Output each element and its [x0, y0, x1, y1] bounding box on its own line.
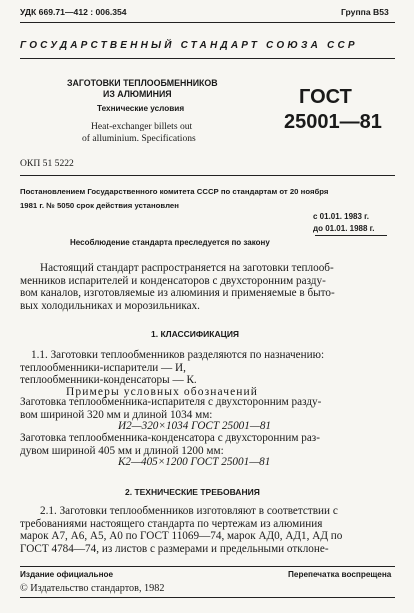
section2-line: ГОСТ 4784—74, из листов с размерами и предельными отклоне-	[20, 542, 329, 555]
section1-paragraph1	[20, 349, 395, 387]
reprint-prohibited: Перепечатка воспрещена	[288, 570, 392, 579]
example2-text	[20, 432, 395, 457]
document-title-line1: ЗАГОТОВКИ ТЕПЛООБМЕННИКОВ	[67, 78, 218, 88]
example2-line: дувом шириной 405 мм и длиной 1200 мм:	[20, 444, 224, 457]
example2-line: Заготовка теплообменника-конденсатора с двухсторонним раз-	[20, 432, 320, 444]
state-standard-rule	[20, 58, 395, 59]
example1-line: Заготовка теплообменника-испарителя с двухсторонним разду-	[20, 396, 322, 408]
group-code: Группа В53	[341, 7, 389, 17]
english-title-line1: Heat-exchanger billets out	[91, 121, 193, 132]
intro-line: вом каналов, изготовляемые из алюминия и применяемые в быто-	[20, 287, 335, 300]
section2-line: 2.1. Заготовки теплообменников изготовляют в соответствии с	[40, 505, 338, 517]
header-rule	[20, 22, 395, 23]
intro-line: Настоящий стандарт распространяется на заготовки теплооб-	[40, 262, 334, 274]
title-block-rule	[20, 175, 395, 176]
decree-rule	[315, 235, 387, 236]
section2-line: марок А7, А6, А5, А0 по ГОСТ 11069—74, марок АД0, АД1, АД по	[20, 530, 343, 543]
publisher: Издательство стандартов, 1982	[30, 583, 165, 594]
example1-line: вом шириной 320 мм и длиной 1034 мм:	[20, 408, 213, 421]
legal-warning: Несоблюдение стандарта преследуется по закону	[70, 238, 270, 247]
section2-paragraph1	[20, 505, 395, 555]
section1-line: теплообменники-конденсаторы — К.	[20, 374, 197, 387]
example1-code: И2—320×1034 ГОСТ 25001—81	[118, 420, 272, 432]
official-edition: Издание официальное	[20, 570, 114, 579]
section2-line: требованиями настоящего стандарта по чертежам из алюминия	[20, 517, 323, 530]
decree-date-to: до 01.01. 1988 г.	[313, 224, 375, 233]
footer-rule	[20, 566, 395, 567]
example2-code: К2—405×1200 ГОСТ 25001—81	[118, 456, 271, 468]
document-title-line2: ИЗ АЛЮМИНИЯ	[103, 89, 172, 99]
okp-code: ОКП 51 5222	[20, 158, 74, 169]
decree-date-from: с 01.01. 1983 г.	[313, 212, 369, 221]
decree-line2: 1981 г. № 5050 срок действия установлен	[20, 201, 179, 210]
english-title-line2: of alluminium. Specifications	[82, 133, 196, 144]
bottom-rule	[20, 597, 395, 598]
udk-code: УДК 669.71—412 : 006.354	[20, 7, 127, 17]
intro-line: менников испарителей и конденсаторов с двухсторонним разду-	[20, 274, 326, 287]
section2-heading: 2. ТЕХНИЧЕСКИЕ ТРЕБОВАНИЯ	[125, 487, 260, 497]
copyright-line	[20, 583, 164, 594]
document-subtitle: Технические условия	[97, 104, 185, 113]
section1-heading: 1. КЛАССИФИКАЦИЯ	[151, 329, 240, 339]
intro-paragraph	[20, 262, 395, 312]
section1-line: теплообменники-испарители — И,	[20, 361, 186, 374]
state-standard-heading: ГОСУДАРСТВЕННЫЙ СТАНДАРТ СОЮЗА ССР	[20, 40, 358, 51]
intro-line: вых холодильниках и морозильниках.	[20, 299, 200, 312]
section1-line: 1.1. Заготовки теплообменников разделяются по назначению:	[31, 349, 325, 361]
copyright-icon: ©	[20, 583, 28, 594]
gost-label: ГОСТ	[299, 86, 352, 108]
examples-heading: Примеры условных обозначений	[66, 386, 259, 398]
example1-text	[20, 396, 395, 421]
decree-line1: Постановлением Государственного комитета СССР по стандартам от 20 ноября	[20, 187, 329, 196]
gost-number: 25001—81	[284, 111, 382, 133]
